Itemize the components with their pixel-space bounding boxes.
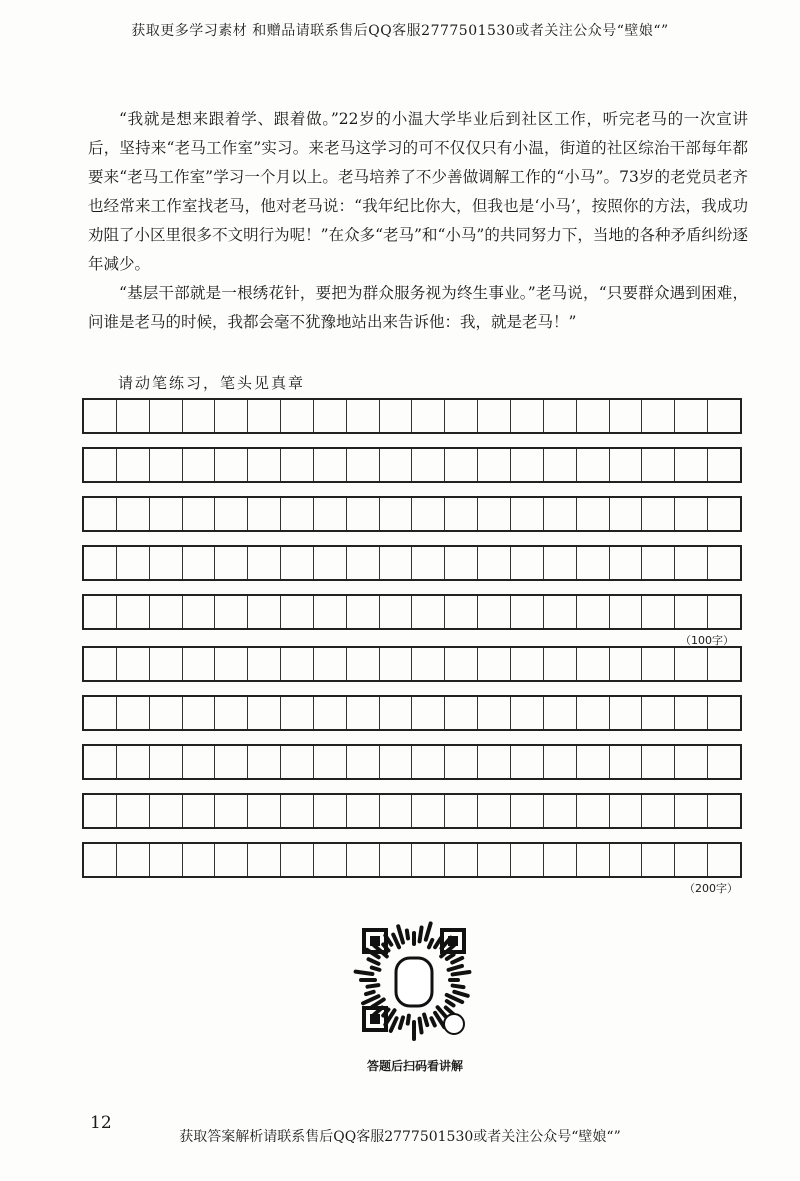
writing-cell[interactable] [248, 596, 281, 628]
writing-cell[interactable] [347, 596, 380, 628]
writing-cell[interactable] [642, 697, 675, 729]
writing-cell[interactable] [84, 795, 117, 827]
writing-cell[interactable] [642, 400, 675, 432]
writing-cell[interactable] [183, 648, 216, 680]
writing-grid-top [82, 398, 742, 643]
writing-cell[interactable] [248, 547, 281, 579]
grid-row [82, 842, 742, 878]
writing-cell[interactable] [248, 844, 281, 876]
writing-cell[interactable] [610, 697, 643, 729]
writing-cell[interactable] [215, 697, 248, 729]
writing-cell[interactable] [577, 400, 610, 432]
writing-cell[interactable] [117, 400, 150, 432]
writing-cell[interactable] [248, 746, 281, 778]
writing-cell[interactable] [642, 844, 675, 876]
writing-cell[interactable] [183, 596, 216, 628]
writing-cell[interactable] [347, 449, 380, 481]
writing-cell[interactable] [642, 547, 675, 579]
writing-cell[interactable] [150, 449, 183, 481]
article-text [88, 105, 748, 337]
writing-cell[interactable] [708, 498, 740, 530]
writing-cell[interactable] [708, 596, 740, 628]
writing-cell[interactable] [150, 844, 183, 876]
writing-cell[interactable] [380, 795, 413, 827]
writing-cell[interactable] [183, 746, 216, 778]
writing-cell[interactable] [478, 449, 511, 481]
writing-cell[interactable] [380, 547, 413, 579]
writing-cell[interactable] [610, 648, 643, 680]
writing-cell[interactable] [511, 697, 544, 729]
writing-cell[interactable] [478, 498, 511, 530]
writing-cell[interactable] [281, 795, 314, 827]
writing-cell[interactable] [314, 596, 347, 628]
writing-cell[interactable] [84, 596, 117, 628]
grid-row [82, 744, 742, 780]
writing-cell[interactable] [84, 498, 117, 530]
writing-cell[interactable] [380, 648, 413, 680]
writing-cell[interactable] [314, 795, 347, 827]
writing-cell[interactable] [544, 547, 577, 579]
practice-title: 请动笔练习，笔头见真章 [118, 374, 306, 392]
page-footer: 获取答案解析请联系售后QQ客服2777501530或者关注公众号“壁娘“” [179, 1129, 621, 1145]
writing-cell[interactable] [380, 746, 413, 778]
writing-cell[interactable] [183, 697, 216, 729]
writing-cell[interactable] [281, 697, 314, 729]
writing-cell[interactable] [642, 596, 675, 628]
writing-cell[interactable] [675, 547, 708, 579]
writing-cell[interactable] [544, 498, 577, 530]
writing-cell[interactable] [544, 844, 577, 876]
writing-cell[interactable] [215, 596, 248, 628]
writing-cell[interactable] [610, 547, 643, 579]
writing-cell[interactable] [183, 449, 216, 481]
writing-cell[interactable] [610, 498, 643, 530]
writing-cell[interactable] [577, 795, 610, 827]
writing-cell[interactable] [281, 400, 314, 432]
writing-cell[interactable] [544, 596, 577, 628]
writing-cell[interactable] [675, 449, 708, 481]
grid-row [82, 695, 742, 731]
writing-cell[interactable] [248, 697, 281, 729]
page-header: 获取更多学习素材 和赠品请联系售后QQ客服2777501530或者关注公众号“壁娘“” [131, 23, 669, 39]
writing-cell[interactable] [150, 795, 183, 827]
writing-cell[interactable] [84, 844, 117, 876]
writing-cell[interactable] [445, 596, 478, 628]
writing-cell[interactable] [248, 449, 281, 481]
writing-cell[interactable] [445, 547, 478, 579]
writing-cell[interactable] [347, 697, 380, 729]
writing-cell[interactable] [445, 498, 478, 530]
writing-cell[interactable] [544, 795, 577, 827]
grid-row [82, 447, 742, 483]
writing-cell[interactable] [708, 844, 740, 876]
writing-cell[interactable] [347, 844, 380, 876]
qr-caption: 答题后扫码看讲解 [366, 1059, 463, 1073]
writing-cell[interactable] [642, 795, 675, 827]
writing-cell[interactable] [117, 449, 150, 481]
writing-cell[interactable] [642, 648, 675, 680]
writing-cell[interactable] [708, 795, 740, 827]
writing-cell[interactable] [215, 746, 248, 778]
page-number: 12 [90, 1113, 112, 1133]
writing-cell[interactable] [380, 449, 413, 481]
writing-cell[interactable] [215, 547, 248, 579]
writing-cell[interactable] [314, 498, 347, 530]
writing-cell[interactable] [675, 697, 708, 729]
writing-cell[interactable] [478, 746, 511, 778]
writing-cell[interactable] [610, 844, 643, 876]
writing-cell[interactable] [675, 844, 708, 876]
writing-cell[interactable] [314, 547, 347, 579]
writing-cell[interactable] [445, 697, 478, 729]
writing-cell[interactable] [314, 449, 347, 481]
writing-cell[interactable] [150, 746, 183, 778]
writing-cell[interactable] [412, 449, 445, 481]
writing-cell[interactable] [511, 449, 544, 481]
writing-grid-bottom [82, 646, 742, 891]
grid-row [82, 545, 742, 581]
writing-cell[interactable] [675, 596, 708, 628]
writing-cell[interactable] [610, 795, 643, 827]
writing-cell[interactable] [281, 648, 314, 680]
writing-cell[interactable] [445, 844, 478, 876]
writing-cell[interactable] [577, 449, 610, 481]
writing-cell[interactable] [183, 547, 216, 579]
writing-cell[interactable] [577, 844, 610, 876]
writing-cell[interactable] [478, 795, 511, 827]
writing-cell[interactable] [347, 400, 380, 432]
writing-cell[interactable] [183, 400, 216, 432]
writing-cell[interactable] [708, 547, 740, 579]
writing-cell[interactable] [380, 844, 413, 876]
grid-row [82, 496, 742, 532]
writing-cell[interactable] [150, 498, 183, 530]
writing-cell[interactable] [281, 498, 314, 530]
writing-cell[interactable] [642, 746, 675, 778]
writing-cell[interactable] [511, 400, 544, 432]
writing-cell[interactable] [478, 400, 511, 432]
writing-cell[interactable] [412, 697, 445, 729]
writing-cell[interactable] [577, 596, 610, 628]
logo-icon [396, 958, 432, 1006]
writing-cell[interactable] [117, 697, 150, 729]
writing-cell[interactable] [445, 648, 478, 680]
writing-cell[interactable] [183, 498, 216, 530]
word-count-200: （200字） [684, 882, 738, 895]
writing-cell[interactable] [708, 449, 740, 481]
writing-cell[interactable] [281, 746, 314, 778]
writing-cell[interactable] [544, 697, 577, 729]
writing-cell[interactable] [84, 449, 117, 481]
writing-cell[interactable] [314, 697, 347, 729]
writing-cell[interactable] [117, 596, 150, 628]
writing-cell[interactable] [183, 795, 216, 827]
writing-cell[interactable] [511, 795, 544, 827]
grid-row [82, 398, 742, 434]
writing-cell[interactable] [675, 400, 708, 432]
writing-cell[interactable] [478, 697, 511, 729]
writing-cell[interactable] [412, 844, 445, 876]
writing-cell[interactable] [577, 697, 610, 729]
writing-cell[interactable] [314, 400, 347, 432]
writing-cell[interactable] [84, 746, 117, 778]
writing-cell[interactable] [347, 498, 380, 530]
writing-cell[interactable] [84, 547, 117, 579]
writing-cell[interactable] [412, 648, 445, 680]
writing-cell[interactable] [577, 746, 610, 778]
writing-cell[interactable] [412, 400, 445, 432]
writing-cell[interactable] [675, 498, 708, 530]
writing-cell[interactable] [412, 498, 445, 530]
writing-cell[interactable] [281, 844, 314, 876]
paragraph-1: “我就是想来跟着学、跟着做。”22岁的小温大学毕业后到社区工作，听完老马的一次宣讲后，坚持来“老马工作室”实习。来老马这学习的可不仅仅只有小温，街道的社区综治干部每年都要来“老马工作室”学习一个月以上。老马培养了不少善做调解工作的“小马”。73岁的老党员老齐也经常来工作室找老马，他对老马说：“我年纪比你大，但我也是‘小马’，按照你的方法，我成功劝阻了小区里很多不文明行为呢！”在众多“老马”和“小马”的共同努力下，当地的各种矛盾纠纷逐年减少。 [88, 110, 748, 273]
writing-cell[interactable] [610, 449, 643, 481]
writing-cell[interactable] [150, 547, 183, 579]
writing-cell[interactable] [511, 596, 544, 628]
writing-cell[interactable] [248, 498, 281, 530]
writing-cell[interactable] [478, 596, 511, 628]
writing-cell[interactable] [544, 648, 577, 680]
writing-cell[interactable] [215, 498, 248, 530]
writing-cell[interactable] [215, 795, 248, 827]
writing-cell[interactable] [412, 795, 445, 827]
writing-cell[interactable] [84, 697, 117, 729]
writing-cell[interactable] [150, 648, 183, 680]
writing-cell[interactable] [675, 795, 708, 827]
writing-cell[interactable] [150, 400, 183, 432]
writing-cell[interactable] [511, 498, 544, 530]
writing-cell[interactable] [642, 498, 675, 530]
writing-cell[interactable] [215, 844, 248, 876]
writing-cell[interactable] [708, 648, 740, 680]
writing-cell[interactable] [347, 547, 380, 579]
writing-cell[interactable] [445, 795, 478, 827]
word-count-100: （100字） [680, 634, 734, 647]
writing-cell[interactable] [150, 596, 183, 628]
writing-cell[interactable] [215, 648, 248, 680]
writing-cell[interactable] [215, 400, 248, 432]
writing-cell[interactable] [314, 746, 347, 778]
writing-cell[interactable] [478, 648, 511, 680]
writing-cell[interactable] [117, 795, 150, 827]
writing-cell[interactable] [380, 498, 413, 530]
writing-cell[interactable] [610, 400, 643, 432]
writing-cell[interactable] [117, 498, 150, 530]
writing-cell[interactable] [544, 400, 577, 432]
writing-cell[interactable] [248, 400, 281, 432]
writing-cell[interactable] [478, 844, 511, 876]
writing-cell[interactable] [314, 648, 347, 680]
writing-cell[interactable] [117, 746, 150, 778]
writing-cell[interactable] [577, 498, 610, 530]
writing-cell[interactable] [84, 400, 117, 432]
writing-cell[interactable] [445, 449, 478, 481]
writing-cell[interactable] [675, 746, 708, 778]
qr-code[interactable] [352, 918, 476, 1042]
writing-cell[interactable] [248, 648, 281, 680]
writing-cell[interactable] [445, 400, 478, 432]
writing-cell[interactable] [248, 795, 281, 827]
grid-row [82, 594, 742, 630]
writing-cell[interactable] [675, 648, 708, 680]
writing-cell[interactable] [412, 596, 445, 628]
writing-cell[interactable] [577, 648, 610, 680]
writing-cell[interactable] [281, 596, 314, 628]
writing-cell[interactable] [314, 844, 347, 876]
writing-cell[interactable] [117, 648, 150, 680]
writing-cell[interactable] [610, 596, 643, 628]
writing-cell[interactable] [544, 449, 577, 481]
writing-cell[interactable] [511, 746, 544, 778]
writing-cell[interactable] [511, 648, 544, 680]
grid-row [82, 793, 742, 829]
grid-row [82, 646, 742, 682]
writing-cell[interactable] [445, 746, 478, 778]
writing-cell[interactable] [380, 697, 413, 729]
writing-cell[interactable] [281, 547, 314, 579]
paragraph-2: “基层干部就是一根绣花针，要把为群众服务视为终生事业。”老马说，“只要群众遇到困难，问谁是老马的时候，我都会毫不犹豫地站出来告诉他：我，就是老马！” [88, 284, 748, 331]
writing-cell[interactable] [215, 449, 248, 481]
writing-cell[interactable] [281, 449, 314, 481]
writing-cell[interactable] [577, 547, 610, 579]
writing-cell[interactable] [610, 746, 643, 778]
writing-cell[interactable] [117, 547, 150, 579]
writing-cell[interactable] [511, 547, 544, 579]
writing-cell[interactable] [347, 795, 380, 827]
writing-cell[interactable] [412, 746, 445, 778]
writing-cell[interactable] [412, 547, 445, 579]
writing-cell[interactable] [380, 400, 413, 432]
writing-cell[interactable] [708, 746, 740, 778]
writing-cell[interactable] [544, 746, 577, 778]
writing-cell[interactable] [84, 648, 117, 680]
writing-cell[interactable] [183, 844, 216, 876]
writing-cell[interactable] [708, 400, 740, 432]
writing-cell[interactable] [347, 746, 380, 778]
writing-cell[interactable] [478, 547, 511, 579]
writing-cell[interactable] [708, 697, 740, 729]
writing-cell[interactable] [150, 697, 183, 729]
writing-cell[interactable] [117, 844, 150, 876]
writing-cell[interactable] [642, 449, 675, 481]
writing-cell[interactable] [347, 648, 380, 680]
writing-cell[interactable] [380, 596, 413, 628]
writing-cell[interactable] [511, 844, 544, 876]
